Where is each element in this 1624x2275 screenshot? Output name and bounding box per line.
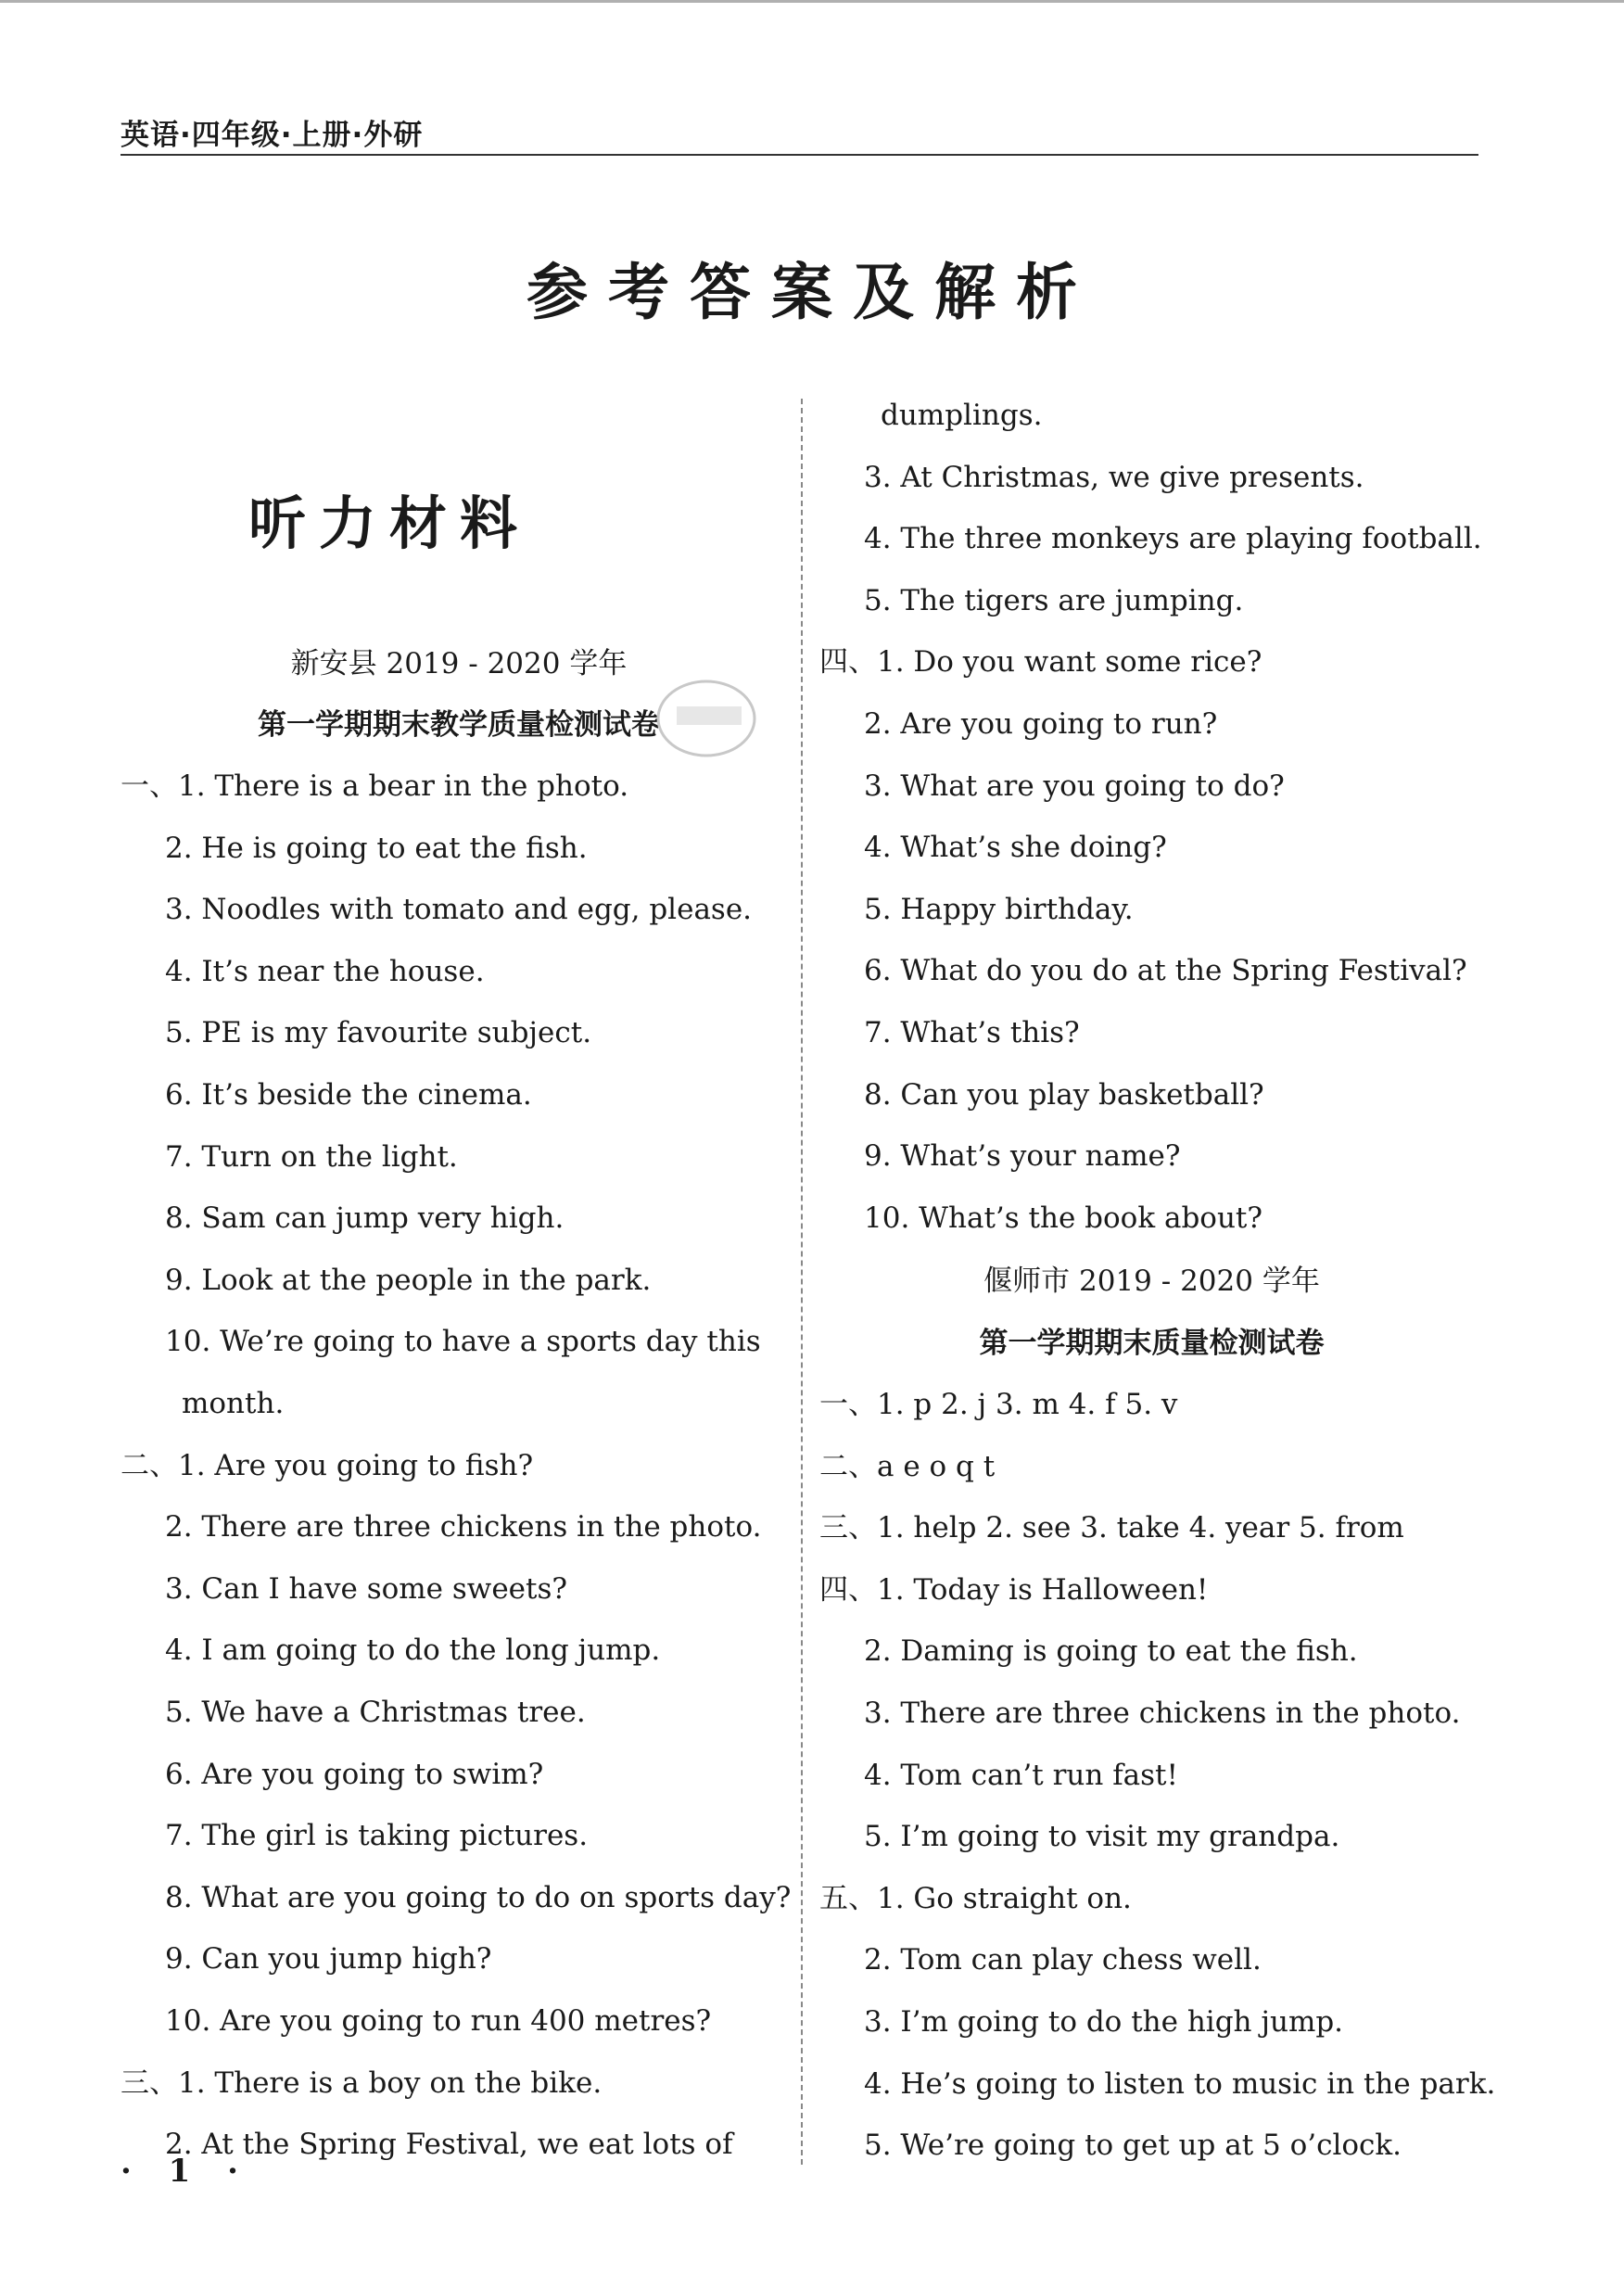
answer-text: 6. Are you going to swim? [165,1757,544,1791]
answer-text: 3. I’m going to do the high jump. [864,2005,1344,2039]
section-marker: 四、 [819,1572,877,1607]
answer-text: 7. What’s this? [864,1016,1080,1049]
answer-line [864,1076,1264,1113]
answer-text: 8. Can you play basketball? [864,1077,1264,1112]
answer-text: 2. Are you going to run? [864,707,1218,741]
answer-text: 3. There are three chickens in the photo. [864,1697,1461,1730]
answer-line [182,1385,284,1422]
answer-text: 1. Do you want some rice? [877,645,1262,680]
answer-line [165,1694,586,1731]
answer-line [819,1448,995,1485]
answer-line [864,829,1167,866]
section-marker: 一、 [819,1388,877,1421]
answer-text: 10. We’re going to have a sports day this [165,1325,761,1359]
running-header: 英语·四年级·上册·外研 [121,119,424,152]
answer-line [165,1879,791,1916]
answer-text: 5. We have a Christmas tree. [165,1696,586,1729]
answer-text: 2. Daming is going to eat the fish. [864,1634,1358,1669]
answer-text: 5. Happy birthday. [864,892,1134,926]
answer-text: 4. The three monkeys are playing football. [864,522,1482,556]
answer-line [864,1941,1262,1978]
answer-line [864,1633,1358,1670]
answer-line [121,1447,533,1484]
answer-line [165,1756,543,1793]
answer-line [165,1138,458,1176]
answer-text: 3. What are you going to do? [864,769,1285,803]
answer-line [864,1818,1339,1855]
answer-text: 10. Are you going to run 400 metres? [165,2004,712,2038]
answer-line [864,768,1285,805]
answer-text: 1. Are you going to fish? [178,1448,534,1482]
answer-text: 2. He is going to eat the fish. [165,831,588,865]
answer-text: 9. Can you jump high? [165,1942,492,1976]
answer-line [864,1014,1080,1051]
answer-line [819,1509,1404,1546]
answer-text: a e o q t [877,1449,996,1483]
answer-text: 10. What’s the book about? [864,1201,1263,1235]
column-divider [801,399,803,2165]
section-marker: 二、 [819,1449,877,1483]
exam-heading-2-line2: 第一学期期末质量检测试卷 [979,1327,1325,1360]
answer-line [165,1323,761,1360]
answer-text: 2. Tom can play chess well. [864,1943,1262,1977]
answer-text: 4. Tom can’t run fast! [864,1758,1178,1792]
answer-text: 8. What are you going to do on sports day? [165,1880,792,1914]
answer-line [864,459,1364,496]
answer-line [165,1508,761,1545]
section-marker: 三、 [121,2065,178,2100]
answer-text: 4. What’s she doing? [864,831,1167,865]
answer-line [121,768,628,805]
answer-text: 3. Can I have some sweets? [165,1571,567,1606]
answer-text: 1. Today is Halloween! [877,1572,1209,1607]
answer-line [165,953,485,990]
answer-line [165,1076,532,1113]
section-marker: 二、 [121,1448,178,1482]
answer-text: 1. help 2. see 3. take 4. year 5. from [877,1511,1404,1545]
answer-text: 9. Look at the people in the park. [165,1263,652,1297]
section-marker: 四、 [819,645,877,680]
answer-text: month. [182,1387,285,1420]
answer-line [165,1632,660,1669]
answer-text: 5. PE is my favourite subject. [165,1016,592,1050]
answer-text: 5. I’m going to visit my grandpa. [864,1820,1340,1854]
answer-line [864,2003,1343,2040]
section-marker: 五、 [819,1881,877,1915]
answer-text: 4. He’s going to listen to music in the park. [864,2066,1496,2101]
answer-line [165,1014,591,1051]
exam-heading-2-line1: 偃师市 2019 - 2020 学年 [983,1265,1320,1298]
page-number: · 1 · [121,2153,252,2190]
section-marker: 三、 [819,1511,877,1545]
answer-line [864,1200,1262,1237]
answer-line [864,1757,1178,1794]
answer-line [864,891,1134,928]
answer-line [819,1880,1132,1917]
answer-line [165,1200,564,1237]
answer-text: 4. It’s near the house. [165,954,485,988]
page-title: 参考答案及解析 [527,256,1097,328]
answer-text: 1. Go straight on. [877,1881,1132,1915]
answer-line [165,1262,651,1299]
answer-text: 9. What’s your name? [864,1139,1181,1174]
answer-line [165,830,588,867]
answer-line [819,1386,1177,1423]
answer-text: 1. There is a boy on the bike. [178,2065,603,2100]
answer-line [819,643,1262,680]
answer-line [864,582,1243,619]
answer-line [165,2002,711,2040]
answer-line [864,1695,1460,1732]
answer-line [864,2065,1495,2103]
watermark-stamp [649,667,769,769]
page-top-edge [0,0,1624,3]
section-title: 听力材料 [247,489,530,557]
answer-text: 6. What do you do at the Spring Festival? [864,954,1467,988]
answer-line [121,2065,602,2102]
answer-text: 2. There are three chickens in the photo. [165,1510,762,1544]
section-marker: 一、 [121,769,178,803]
answer-text: 1. p 2. j 3. m 4. f 5. v [877,1388,1178,1421]
answer-text: 8. Sam can jump very high. [165,1201,565,1236]
answer-text: 3. Noodles with tomato and egg, please. [165,893,753,927]
answer-text: 7. The girl is taking pictures. [165,1819,589,1853]
answer-line [864,2127,1402,2164]
answer-text: 5. We’re going to get up at 5 o’clock. [864,2129,1402,2163]
answer-line [864,1138,1180,1175]
answer-line [165,891,752,928]
answer-text: 4. I am going to do the long jump. [165,1633,661,1668]
answer-text: 6. It’s beside the cinema. [165,1078,532,1112]
header-rule [121,154,1478,156]
answer-text: 3. At Christmas, we give presents. [864,460,1364,494]
answer-line [819,1571,1208,1608]
answer-line [165,1817,588,1854]
answer-text: 1. There is a bear in the photo. [178,769,629,803]
answer-line [165,1940,491,1977]
answer-line [864,520,1482,557]
answer-text: 2. At the Spring Festival, we eat lots of [165,2128,733,2162]
answer-line [864,952,1467,989]
answer-text: 7. Turn on the light. [165,1139,458,1174]
answer-line [165,1570,567,1608]
answer-text: dumplings. [881,399,1043,432]
answer-line [864,705,1217,743]
exam-heading-1-line2: 第一学期期末教学质量检测试卷 [258,708,660,742]
answer-text: 5. The tigers are jumping. [864,583,1244,617]
answer-line [881,397,1042,434]
exam-heading-1-line1: 新安县 2019 - 2020 学年 [290,647,628,680]
